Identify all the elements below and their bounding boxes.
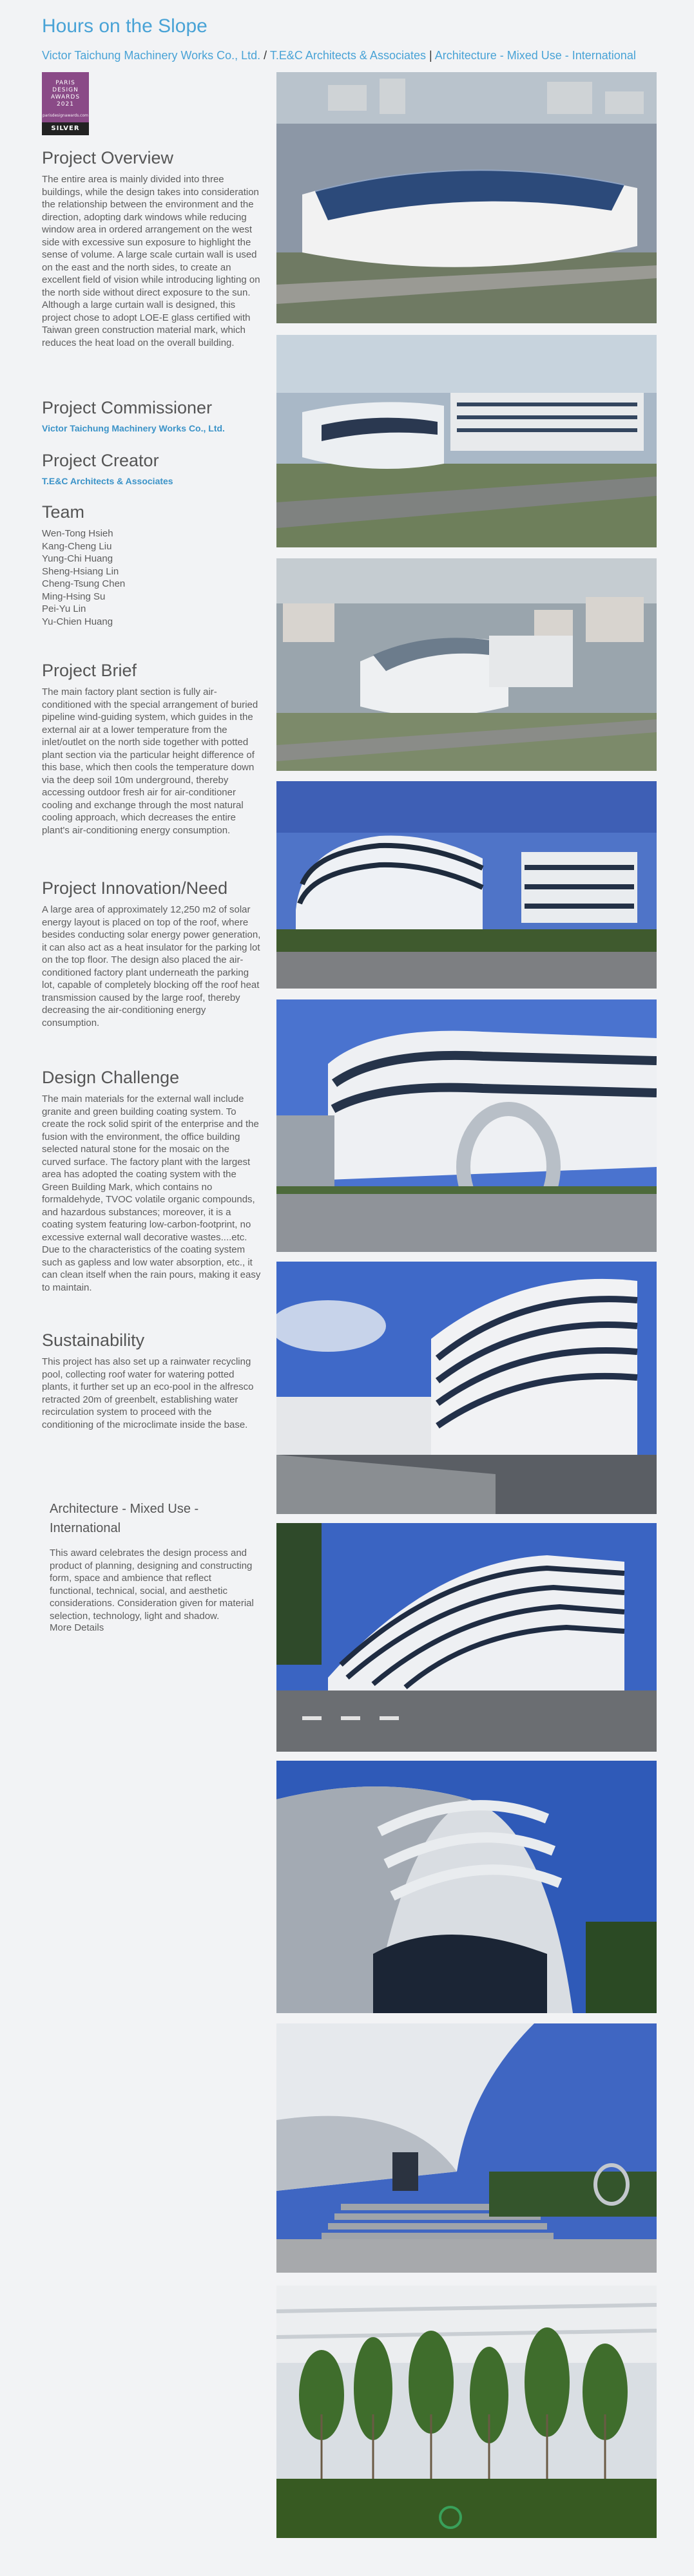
award-heading: Architecture - Mixed Use - International [50, 1502, 199, 1535]
section-text: This project has also set up a rainwater recycling pool, collecting roof water for watering potted plants, it further set up an eco-pool in the alfresco retracted 20m of greenbelt, establishing water recirculation system to proceed with the conditioning of the microclimate inside the base. [42, 1356, 254, 1430]
photo-image [276, 2286, 657, 2538]
more-details-link[interactable]: More Details [50, 1622, 104, 1633]
photo-office-elevation[interactable] [276, 1523, 657, 1752]
section-heading: Sustainability [42, 1331, 145, 1350]
section-text: The main factory plant section is fully air-conditioned with the special arrangement of buried pipeline wind-guiding system, which guides in the external air at a lower temperature from the inlet/outlet on the north side together with potted plant section via the particular height difference of this base, which then cools the temperature down via the deep soil 10m underground, thereby accessing outdoor fresh air for air-conditioner cooling and exchange through the most natural cooling approach, which decreases the entire plant's air-conditioning energy consumption. [42, 687, 258, 836]
section-heading: Project Commissioner [42, 398, 213, 417]
photo-image [276, 1262, 657, 1514]
section-heading: Project Brief [42, 661, 137, 680]
photo-entrance-sculpture[interactable] [276, 999, 657, 1252]
team-member: Wen-Tong Hsieh [42, 528, 113, 539]
badge-line: 2021 [57, 101, 74, 108]
section-commissioner [42, 398, 261, 433]
team-member: Cheng-Tsung Chen [42, 578, 126, 589]
photo-image [276, 781, 657, 989]
photo-image [276, 72, 657, 323]
team-list [42, 527, 261, 628]
photo-curved-office-blue-sky[interactable] [276, 1262, 657, 1514]
section-text: The entire area is mainly divided into three buildings, while the design takes into consideration the relationship between the environment and the direction, adopting dark windows while reducing window area in ordered arrangement on the west side with excessive sun exposure to highlight the sense of volume. A large scale curtain wall is used on the east and the north sides, to create an excellent field of vision while introducing lighting on the north side without direct exposure to the sun. Although a large curtain wall is designed, this project chose to adopt LOE-E glass certified with Taiwan green construction material mark, which reduces the heat load on the overall building. [42, 174, 260, 348]
team-member: Ming-Hsing Su [42, 591, 106, 602]
credits-separator: / [264, 49, 267, 62]
award-badge [42, 72, 89, 135]
creator-value[interactable]: T.E&C Architects & Associates [42, 476, 173, 486]
credits-line [42, 49, 636, 62]
award-info [50, 1499, 256, 1633]
photo-image [276, 1761, 657, 2013]
photo-aerial-campus-front[interactable] [276, 335, 657, 547]
section-creator [42, 451, 261, 486]
section-heading: Project Creator [42, 451, 159, 470]
award-text: This award celebrates the design process and product of planning, designing and constructing form, space and ambience that reflect functional, technical, social, and aesthetic considerations. Consideration given for material selection, technology, light and shadow. [50, 1548, 254, 1622]
section-heading: Project Overview [42, 148, 174, 167]
section-challenge [42, 1068, 261, 1294]
photo-image [276, 1523, 657, 1752]
section-text: The main materials for the external wall include granite and green building coating system. To create the rock solid spirit of the enterprise and the fusion with the environment, the office building selected natural stone for the mosaic on the curved surface. The factory plant with the largest area has adopted the coating system with the Green Building Mark, which contains no formaldehyde, TVOC volatile organic compounds, and hazardous substances; moreover, it is a coating system featuring low-carbon-footprint, no excessive external wall decorative wastes....etc. Due to the characteristics of the coating system such as gapless and low water absorption, etc., it can clean itself when the rain pours, making it easy to maintain. [42, 1094, 261, 1293]
photo-tree-courtyard[interactable] [276, 2286, 657, 2538]
page-title: Hours on the Slope [42, 15, 207, 37]
photo-aerial-solar-roof[interactable] [276, 72, 657, 323]
section-team [42, 502, 261, 628]
badge-line: DESIGN [52, 87, 79, 93]
section-heading: Team [42, 502, 85, 522]
team-member: Kang-Cheng Liu [42, 540, 112, 552]
photo-aerial-campus-side[interactable] [276, 558, 657, 771]
team-member: Sheng-Hsiang Lin [42, 565, 119, 577]
credits-separator: | [429, 49, 432, 62]
badge-line: AWARDS [50, 94, 81, 100]
section-heading: Design Challenge [42, 1068, 180, 1087]
badge-line: PARIS [55, 80, 75, 86]
commissioner-value[interactable]: Victor Taichung Machinery Works Co., Ltd. [42, 423, 225, 433]
section-brief [42, 661, 261, 837]
team-member: Yung-Chi Huang [42, 553, 113, 564]
section-text: A large area of approximately 12,250 m2 of solar energy layout is placed on top of the roof, where besides conducting solar energy power generation, it can also act as a heat insulator for the parking lot on the top floor. The design also placed the air-conditioned factory plant underneath the parking lot, capable of completely blocking off the roof heat transmission caused by the large roof, thereby decreasing the air-conditioning energy consumption. [42, 904, 261, 1028]
section-heading: Project Innovation/Need [42, 878, 228, 898]
photo-curved-facade-detail[interactable] [276, 1761, 657, 2013]
section-overview [42, 148, 261, 349]
photo-image [276, 558, 657, 771]
badge-level: SILVER [42, 122, 89, 135]
photo-image [276, 999, 657, 1252]
photo-curved-facade-flags[interactable] [276, 781, 657, 989]
photo-image [276, 2023, 657, 2273]
creator-link[interactable]: T.E&C Architects & Associates [269, 49, 426, 62]
team-member: Yu-Chien Huang [42, 616, 113, 627]
team-member: Pei-Yu Lin [42, 603, 86, 614]
photo-image [276, 335, 657, 547]
section-sustainability [42, 1331, 261, 1431]
section-innovation [42, 878, 261, 1029]
badge-url: parisdesignawards.com [43, 113, 88, 118]
photo-stairway-entrance[interactable] [276, 2023, 657, 2273]
category-link[interactable]: Architecture - Mixed Use - International [434, 49, 636, 62]
commissioner-link[interactable]: Victor Taichung Machinery Works Co., Ltd. [42, 49, 261, 62]
